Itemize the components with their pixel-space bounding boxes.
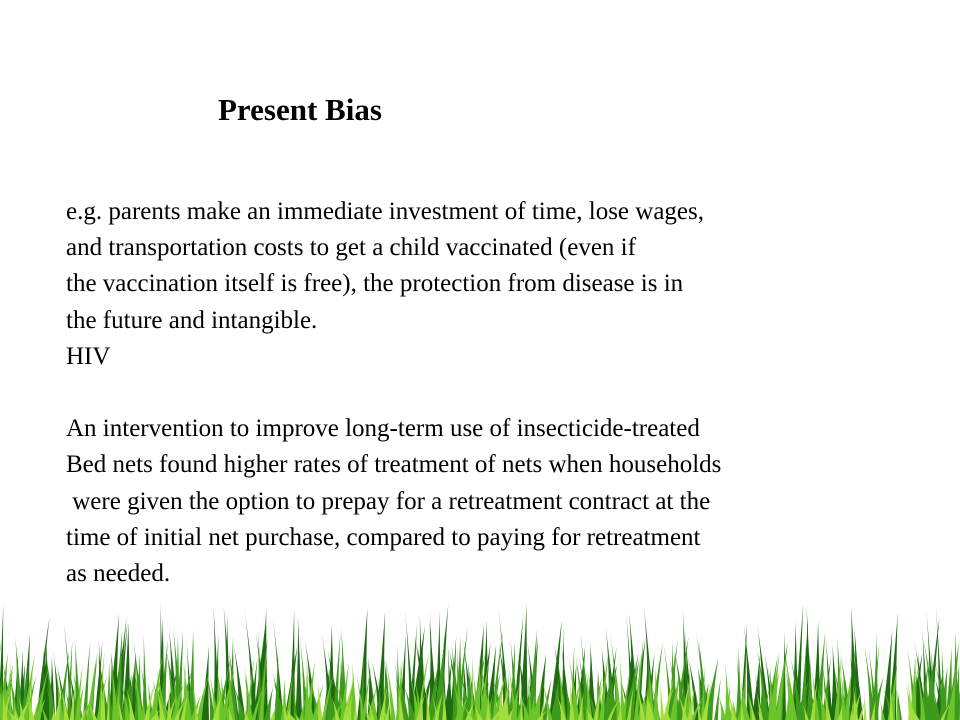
body-line: e.g. parents make an immediate investment of time, lose wages, [66, 198, 705, 225]
body-line: and transportation costs to get a child vaccinated (even if [66, 234, 636, 262]
slide-body [66, 194, 946, 592]
body-line-blank [66, 375, 946, 411]
grass-blade [718, 694, 727, 720]
grass-blade [872, 634, 878, 720]
body-line: Bed nets found higher rates of treatment of nets when households [66, 451, 722, 479]
slide-title: Present Bias [218, 92, 382, 127]
body-line: the vaccination itself is free), the protection from disease is in [66, 270, 684, 298]
grass-blade [295, 615, 302, 720]
body-line: An intervention to improve long-term use of insecticide-treated [66, 415, 700, 443]
body-line: time of initial net purchase, compared to paying for retreatment [66, 523, 701, 551]
grass-decoration [0, 600, 960, 720]
body-line: the future and intangible. [66, 306, 318, 334]
grass-blade [244, 605, 258, 720]
grass-blade [864, 692, 867, 720]
grass-blade [896, 684, 900, 720]
body-line: HIV [66, 342, 111, 370]
grass-blade [659, 678, 664, 720]
grass-blades [0, 602, 960, 720]
body-line: were given the option to prepay for a retreatment contract at the [66, 487, 711, 515]
body-line: as needed. [66, 559, 171, 587]
